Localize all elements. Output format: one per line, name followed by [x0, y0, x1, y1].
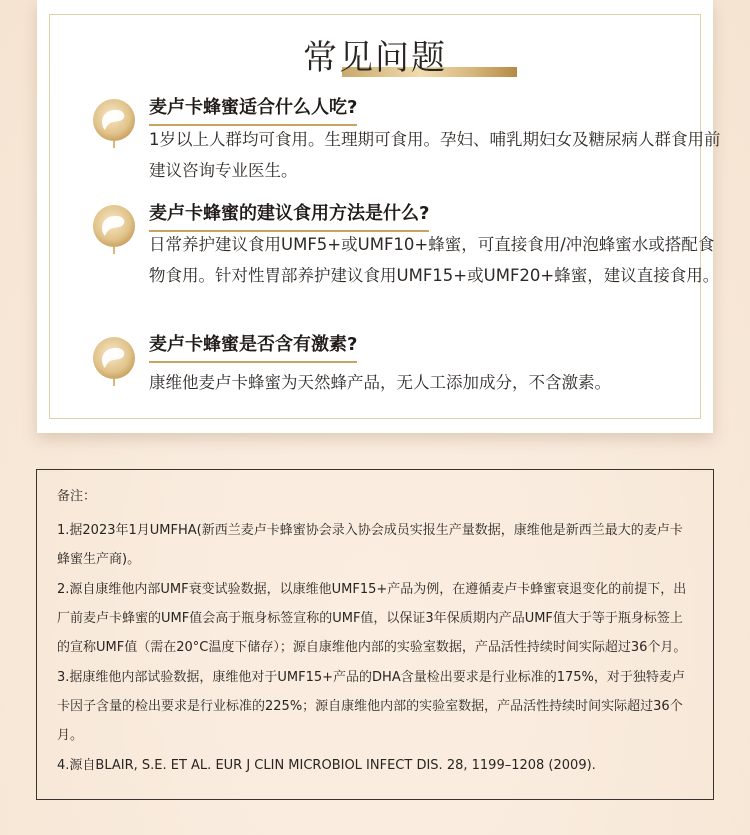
question-1: 麦卢卡蜂蜜适合什么人吃?: [149, 95, 357, 126]
note-4: 4.源自BLAIR, S.E. ET AL. EUR J CLIN MICROBIOL INFECT DIS. 28, 1199–1208 (2009).: [57, 758, 596, 773]
faq-heading-text: 常见问题: [303, 38, 447, 78]
notes-title: 备注：: [57, 489, 97, 504]
honey-drop-icon: [92, 336, 136, 388]
answer-3: 康维他麦卢卡蜂蜜为天然蜂产品，无人工添加成分，不含激素。: [149, 373, 611, 392]
note-2: 2.源自康维他内部UMF衰变试验数据，以康维他UMF15+产品为例，在遵循麦卢卡蜂蜜衰退变化的前提下，出厂前麦卢卡蜂蜜的UMF值会高于瓶身标签宣称的UMF值，以保证3年保质期内产品UMF值大于等于瓶身标签上的宣称UMF值（需在20°C温度下储存）；源自康维他内部的实验室数据，产品活性持续时间实际超过36个月。: [57, 582, 687, 655]
honey-drop-icon: [92, 204, 136, 256]
note-3: 3.据康维他内部试验数据，康维他对于UMF15+产品的DHA含量检出要求是行业标准的175%，对于独特麦卢卡因子含量的检出要求是行业标准的225%；源自康维他内部的实验室数据，产品活性持续时间实际超过36个月。: [57, 670, 685, 743]
note-1: 1.据2023年1月UMFHA(新西兰麦卢卡蜂蜜协会录入协会成员实报生产量数据，康维他是新西兰最大的麦卢卡蜂蜜生产商)。: [57, 523, 683, 567]
question-3: 麦卢卡蜂蜜是否含有激素?: [149, 332, 357, 363]
question-2: 麦卢卡蜂蜜的建议食用方法是什么?: [149, 201, 429, 232]
notes-box: [36, 469, 714, 800]
faq-heading: [50, 37, 700, 79]
answer-2: 日常养护建议食用UMF5+或UMF10+蜂蜜，可直接食用/冲泡蜂蜜水或搭配食物食用。针对性胃部养护建议食用UMF15+或UMF20+蜂蜜，建议直接食用。: [149, 235, 720, 285]
answer-1: 1岁以上人群均可食用。生理期可食用。孕妇、哺乳期妇女及糖尿病人群食用前建议咨询专业医生。: [149, 130, 721, 180]
faq-card: [37, 0, 721, 433]
honey-drop-icon: [92, 98, 136, 150]
